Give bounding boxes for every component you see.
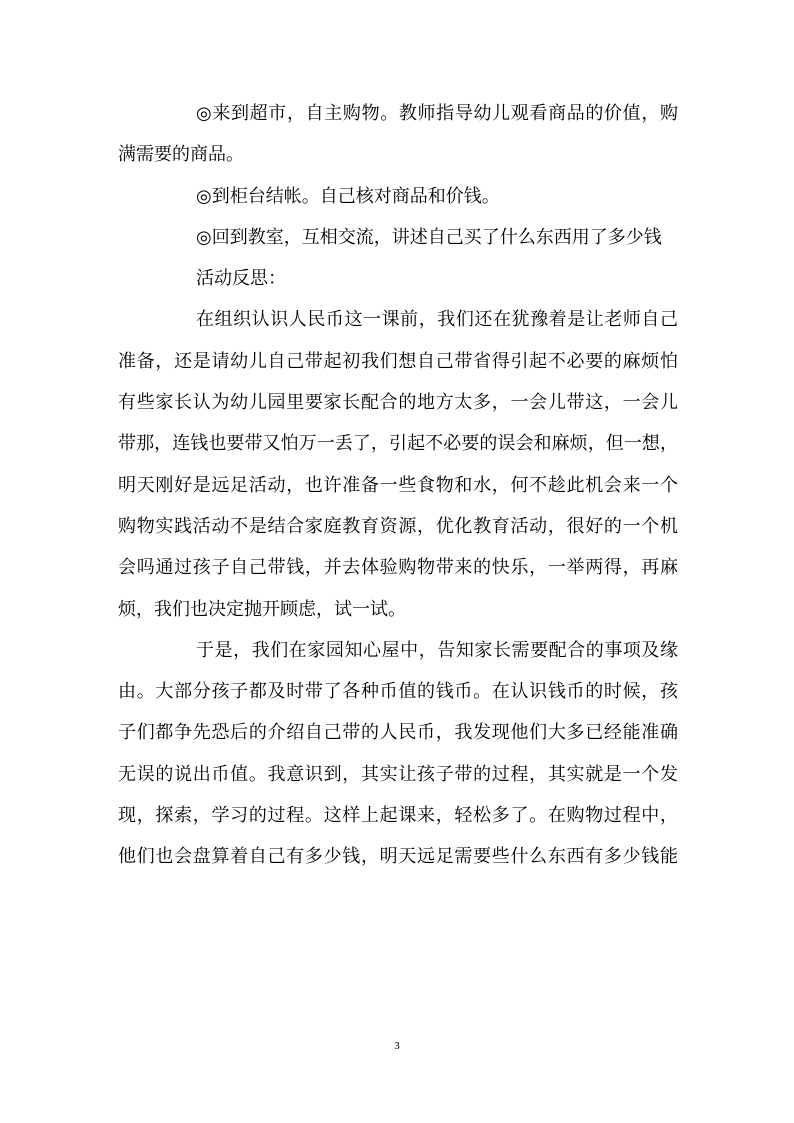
document-body <box>118 93 678 878</box>
text-line: 准备，还是请幼儿自己带起初我们想自己带省得引起不必要的麻烦怕 <box>118 350 678 372</box>
text-line: 购物实践活动不是结合家庭教育资源，优化教育活动，很好的一个机 <box>118 515 678 537</box>
text-line: 会吗通过孩子自己带钱，并去体验购物带来的快乐，一举两得，再麻 <box>118 557 678 579</box>
text-line: 他们也会盘算着自己有多少钱，明天远足需要些什么东西有多少钱能 <box>118 846 678 868</box>
text-line: ◎来到超市，自主购物。教师指导幼儿观看商品的价值，购 <box>196 103 678 124</box>
text-line: ◎回到教室，互相交流，讲述自己买了什么东西用了多少钱 <box>196 226 662 248</box>
text-line: 于是，我们在家园知心屋中，告知家长需要配合的事项及缘 <box>196 639 678 661</box>
text-line: 明天刚好是远足活动，也许准备一些食物和水，何不趁此机会来一个 <box>118 474 678 496</box>
page-number: 3 <box>394 1040 400 1052</box>
text-line: 烦，我们也决定抛开顾虑，试一试。 <box>118 598 406 620</box>
text-line: 子们都争先恐后的介绍自己带的人民币，我发现他们大多已经能准确 <box>118 722 678 744</box>
text-line: 现，探索，学习的过程。这样上起课来，轻松多了。在购物过程中， <box>118 805 678 827</box>
text-line: 满需要的商品。 <box>118 144 244 166</box>
text-line: ◎到柜台结帐。自己核对商品和价钱。 <box>196 185 500 207</box>
text-line: 无误的说出币值。我意识到，其实让孩子带的过程，其实就是一个发 <box>118 763 678 785</box>
text-line: 由。大部分孩子都及时带了各种币值的钱币。在认识钱币的时候，孩 <box>118 681 678 703</box>
text-line: 在组织认识人民币这一课前，我们还在犹豫着是让老师自己 <box>196 309 678 331</box>
text-line: 有些家长认为幼儿园里要家长配合的地方太多，一会儿带这，一会儿 <box>118 392 678 414</box>
text-line: 活动反思： <box>196 268 286 290</box>
text-line: 带那，连钱也要带又怕万一丢了，引起不必要的误会和麻烦，但一想， <box>118 433 678 455</box>
